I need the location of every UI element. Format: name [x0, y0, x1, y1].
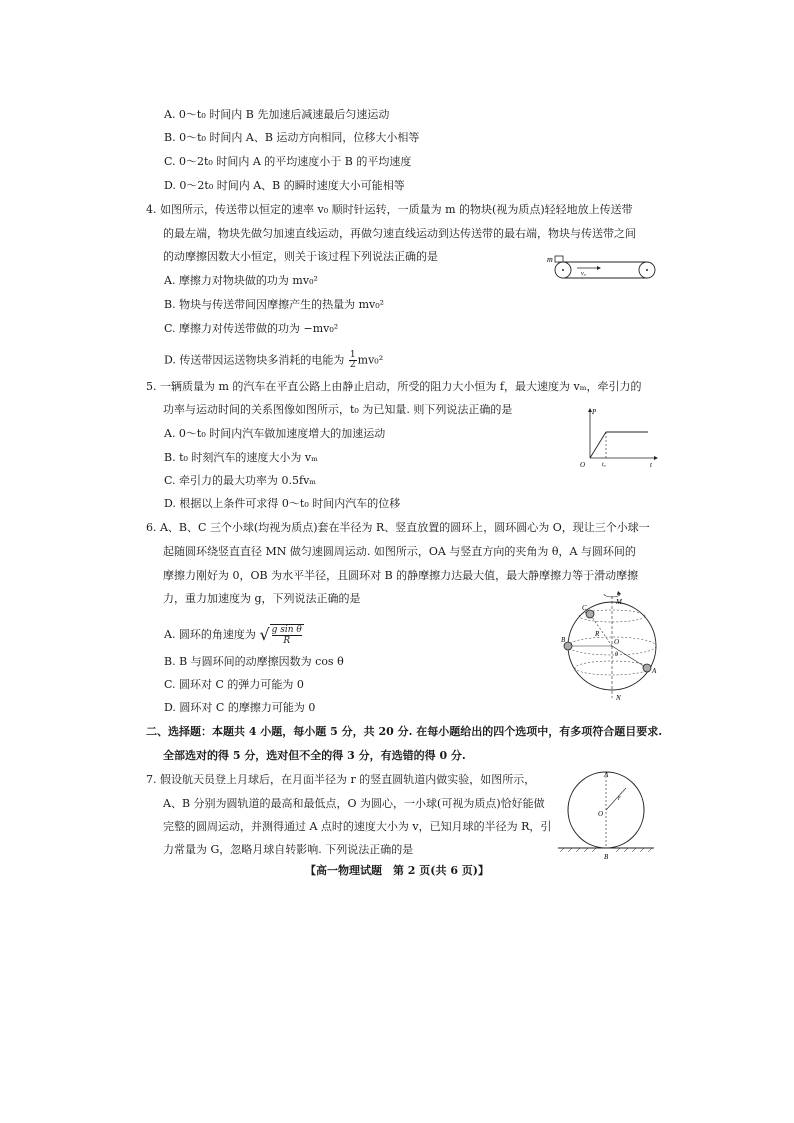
- q5-option-d: D. 根据以上条件可求得 0～t₀ 时间内汽车的位移: [164, 497, 401, 510]
- q4-option-d-text: D. 传送带因运送物块多消耗的电能为: [164, 353, 345, 367]
- q4-velocity-label: v₀: [581, 271, 586, 277]
- q7-ground-hatch: [560, 848, 652, 852]
- q5-power-time-chart: [576, 406, 658, 468]
- q3-option-a: A. 0～t₀ 时间内 B 先加速后减速最后匀速运动: [164, 108, 390, 121]
- q3-option-c: C. 0～2t₀ 时间内 A 的平均速度小于 B 的平均速度: [164, 155, 412, 168]
- q5-t0-tick-label: t₀: [602, 462, 606, 468]
- q4-stem-line-1: 4. 如图所示，传送带以恒定的速率 v₀ 顺时针运转，一质量为 m 的物块(视为质点)轻轻地放上传送带: [146, 203, 633, 216]
- q6-label-m: M: [616, 598, 622, 606]
- q5-option-c: C. 牵引力的最大功率为 0.5fvₘ: [164, 474, 317, 487]
- q3-option-b: B. 0～t₀ 时间内 A、B 运动方向相同，位移大小相等: [164, 131, 420, 144]
- q5-x-label: t: [650, 461, 652, 468]
- q5-option-a: A. 0～t₀ 时间内汽车做加速度增大的加速运动: [164, 427, 386, 440]
- q3-option-d: D. 0～2t₀ 时间内 A、B 的瞬时速度大小可能相等: [164, 179, 405, 192]
- q6-option-a-numerator: g sin θ: [271, 625, 302, 635]
- q5-option-b: B. t₀ 时刻汽车的速度大小为 vₘ: [164, 451, 318, 464]
- q7-stem-line-3: 完整的圆周运动，并测得通过 A 点时的速度大小为 v，已知月球的半径为 R，引: [163, 820, 552, 833]
- section-2-heading-line-1: 二、选择题：本题共 4 小题，每小题 5 分，共 20 分. 在每小题给出的四个选项中，有多项符合题目要求.: [146, 725, 663, 738]
- q4-option-d-denominator: 2: [349, 360, 356, 370]
- q6-stem-line-3: 摩擦力刚好为 0，OB 为水平半径，且圆环对 B 的静摩擦力达最大值，最大静摩擦力等于滑动摩擦: [163, 569, 639, 582]
- q4-mass-label: m: [547, 255, 553, 264]
- q7-label-r: r: [618, 794, 621, 802]
- q7-stem-line-1: 7. 假设航天员登上月球后，在月面半径为 r 的竖直圆轨道内做实验，如图所示，: [146, 773, 536, 786]
- q6-option-c: C. 圆环对 C 的弹力可能为 0: [164, 678, 304, 691]
- q6-label-c: C: [582, 604, 587, 612]
- page-footer: 【高一物理试题 第 2 页(共 6 页)】: [304, 864, 490, 877]
- q7-label-a: A: [604, 770, 609, 779]
- q6-label-a: A: [652, 667, 657, 675]
- q6-radius-oc: [590, 614, 612, 646]
- q7-stem-line-2: A、B 分别为圆轨道的最高和最低点，O 为圆心，一小球(可视为质点)恰好能做: [163, 797, 545, 810]
- q6-label-r: R: [595, 630, 600, 638]
- q6-label-o: O: [614, 638, 620, 646]
- section-2-heading-line-2: 全部选对的得 5 分，选对但不全的得 3 分，有选错的得 0 分.: [163, 749, 466, 762]
- q6-option-a: [164, 624, 304, 646]
- q4-conveyor-figure: [545, 252, 660, 282]
- q6-option-a-denominator: R: [283, 636, 291, 646]
- q4-stem-line-2: 的最左端，物块先做匀加速直线运动，再做匀速直线运动到达传送带的最右端，物块与传送带之间: [163, 227, 636, 240]
- q6-label-theta: θ: [615, 652, 618, 658]
- q4-option-d-tail: mv₀²: [357, 353, 384, 367]
- q5-y-label: P: [592, 408, 597, 416]
- q6-stem-line-1: 6. A、B、C 三个小球(均视为质点)套在半径为 R、竖直放置的圆环上，圆环圆心为 O，现让三个小球一: [146, 521, 650, 534]
- q6-ring-figure: [560, 590, 665, 705]
- q4-block: [555, 256, 563, 262]
- q6-label-b: B: [561, 636, 566, 644]
- q6-option-b: B. B 与圆环间的动摩擦因数为 cos θ: [164, 655, 344, 668]
- q6-option-a-text: A. 圆环的角速度为: [164, 628, 256, 641]
- q4-stem-line-3: 的动摩擦因数大小恒定，则关于该过程下列说法正确的是: [163, 250, 438, 263]
- q6-ball-a: [643, 664, 651, 672]
- q4-option-a: A. 摩擦力对物块做的功为 mv₀²: [164, 274, 318, 287]
- q4-option-b: B. 物块与传送带间因摩擦产生的热量为 mv₀²: [164, 298, 385, 311]
- q4-option-d-fraction: [349, 351, 357, 370]
- q4-option-d: [164, 351, 383, 370]
- q7-stem-line-4: 力常量为 G，忽略月球自转影响. 下列说法正确的是: [163, 843, 414, 856]
- q7-label-b: B: [604, 853, 609, 860]
- q6-stem-line-2: 起随圆环绕竖直直径 MN 做匀速圆周运动. 如图所示，OA 与竖直方向的夹角为 θ，A 与圆环间的: [163, 545, 636, 558]
- q6-option-a-fraction: [270, 624, 304, 646]
- q6-stem-line-4: 力，重力加速度为 g，下列说法正确的是: [163, 592, 361, 605]
- q5-origin-label: O: [580, 461, 586, 468]
- q6-sqrt-sign: √: [259, 625, 270, 644]
- q7-label-o: O: [598, 810, 604, 818]
- q6-label-n: N: [616, 694, 621, 702]
- q5-series-ramp: [590, 432, 606, 458]
- q4-option-c: C. 摩擦力对传送带做的功为 −mv₀²: [164, 322, 339, 335]
- q7-circular-track-figure: [556, 770, 656, 860]
- q6-option-d: D. 圆环对 C 的摩擦力可能为 0: [164, 701, 316, 714]
- q4-option-d-numerator: 1: [349, 350, 356, 360]
- q6-ball-c: [586, 610, 594, 618]
- q7-radius-line: [606, 788, 626, 810]
- q5-stem-line-1: 5. 一辆质量为 m 的汽车在平直公路上由静止启动，所受的阻力大小恒为 f，最大速度为 vₘ，牵引力的: [146, 380, 642, 393]
- q5-stem-line-2: 功率与运动时间的关系图像如图所示，t₀ 为已知量. 则下列说法正确的是: [163, 403, 513, 416]
